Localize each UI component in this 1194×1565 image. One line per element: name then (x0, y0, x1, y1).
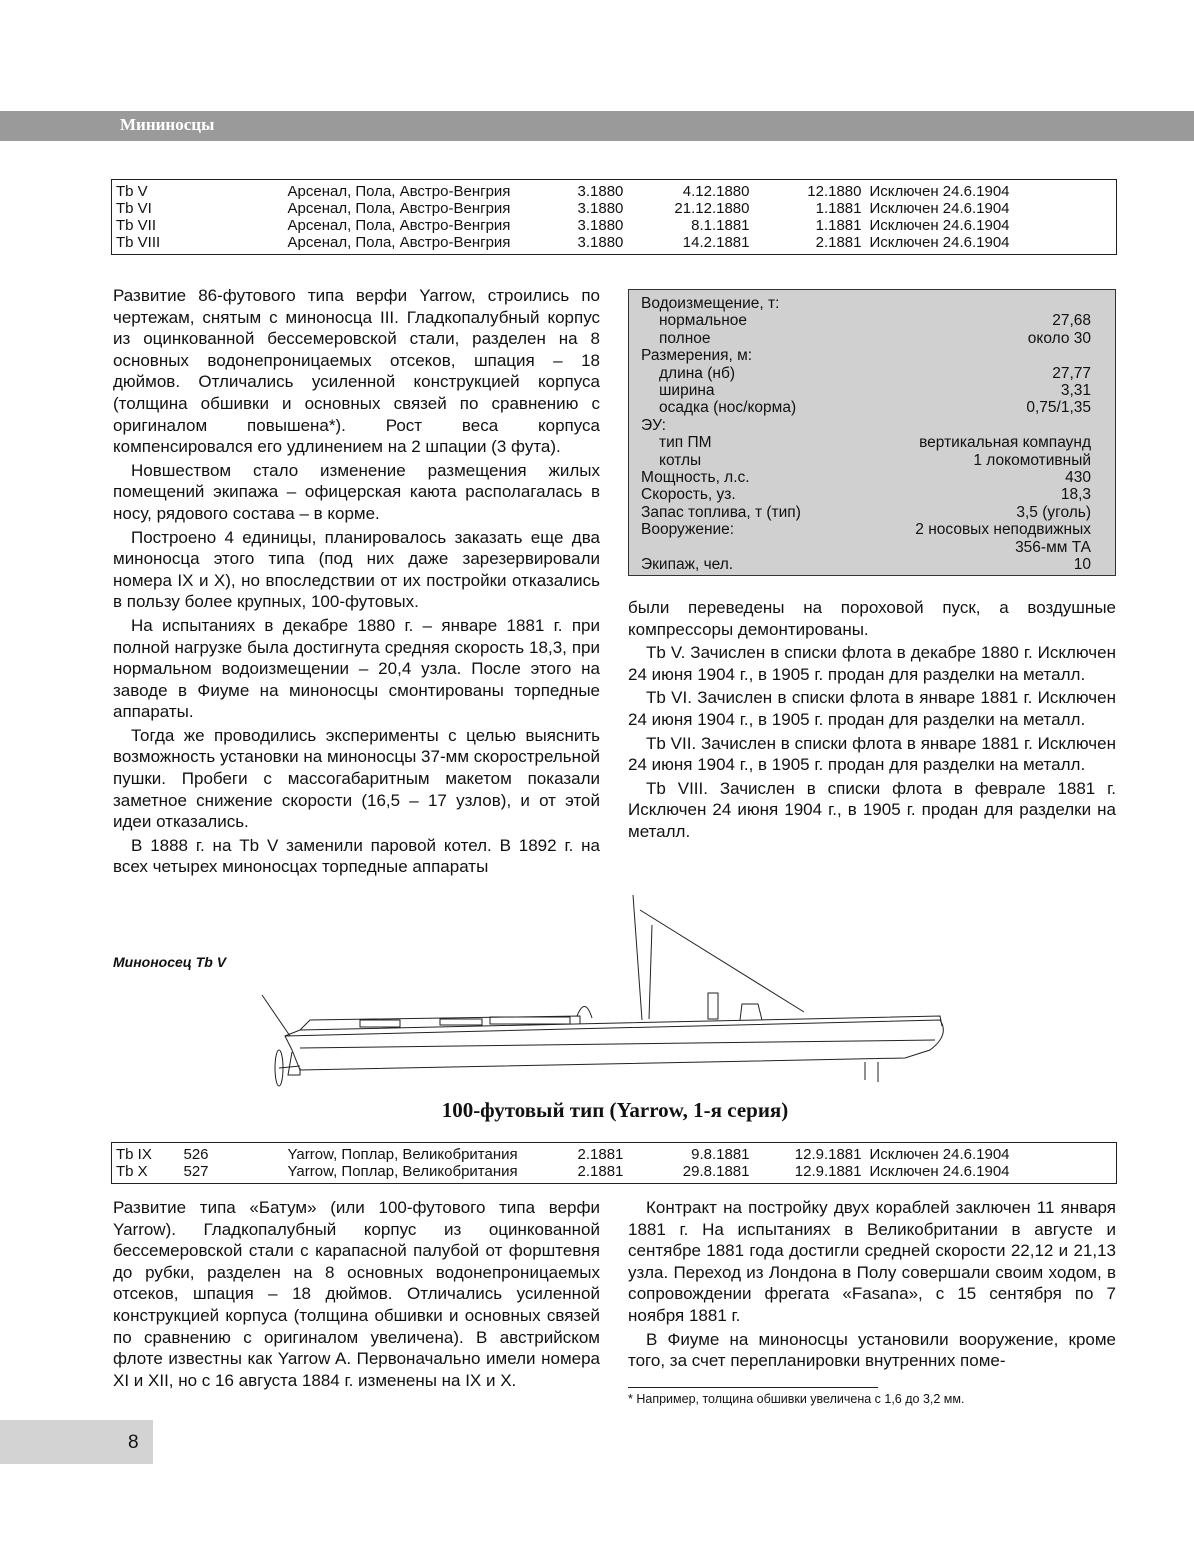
paragraph: Tb V. Зачислен в списки флота в декабре 1880 г. Исключен 24 июня 1904 г., в 1905 г. продан для разделки на металл. (628, 643, 1116, 684)
spec-value: 3,5 (уголь) (1016, 503, 1091, 521)
spec-label: нормальное (659, 312, 747, 330)
table-cell: 2.1881 (577, 1146, 624, 1163)
table-cell: Исключен 24.6.1904 (869, 217, 1010, 234)
footnote-divider (628, 1387, 878, 1388)
paragraph: Новшеством стало изменение размещения жилых помещений экипажа – офицерская каюта располагалась в носу, рядового состава – в корме. (113, 460, 600, 523)
table-cell: Арсенал, Пола, Австро-Венгрия (287, 183, 511, 200)
page-number-box (0, 1420, 153, 1464)
paragraph: Развитие типа «Батум» (или 100-футового типа верфи Yarrow). Гладкопалубный корпус из оцинкованной бессемеровской стали с карапасной палубой от форштевня до рубки, разделен на 8 основных водонепроницаемых отсеков, шпация – 18 дюймов. Отличались усиленной конструкцией корпуса (толщина обшивки и основных связей по сравнению с оригиналом увеличена). В австрийском флоте известны как Yarrow A. Первоначально имели номера XI и XII, но с 16 августа 1884 г. изменены на IX и X. (113, 1198, 600, 1390)
paragraph: На испытаниях в декабре 1880 г. – январе 1881 г. при полной нагрузке была достигнута средняя скорость 18,3, при нормальном водоизмещении – 20,4 узла. После этого на заводе в Фиуме на миноносцы смонтированы торпедные аппараты. (113, 615, 600, 722)
paragraph: были переведены на пороховой пуск, а воздушные компрессоры демонтированы. (628, 598, 1116, 639)
footnote: * Например, толщина обшивки увеличена с 1,6 до 3,2 мм. (628, 1392, 965, 1406)
body-text-left-lower (113, 1197, 600, 1391)
table-cell: 2.1881 (815, 234, 862, 251)
table-cell: Исключен 24.6.1904 (869, 1163, 1010, 1180)
table-cell: Tb IX (116, 1146, 152, 1163)
paragraph: Построено 4 единицы, планировалось заказать еще два миноносца этого типа (под них даже зарезервировали номера IX и X), но впоследствии от их постройки отказались в пользу более крупных, 100-футовых. (113, 527, 600, 612)
spec-value: 2 носовых неподвижных (915, 521, 1091, 539)
spec-label: ширина (659, 382, 715, 400)
body-text-right-lower (628, 1197, 1116, 1372)
spec-label: Мощность, л.с. (641, 469, 750, 487)
spec-value: 18,3 (1060, 486, 1091, 504)
spec-label: осадка (нос/корма) (659, 399, 797, 417)
table-cell: 3.1880 (577, 217, 624, 234)
table-cell: 21.12.1880 (674, 200, 750, 217)
page-number: 8 (128, 1432, 139, 1453)
spec-value: 430 (1065, 469, 1091, 487)
section-title: 100-футовый тип (Yarrow, 1-я серия) (441, 1098, 789, 1122)
spec-value: 3,31 (1060, 382, 1091, 400)
spec-label: полное (659, 329, 711, 347)
table-cell: 14.2.1881 (682, 234, 750, 251)
table-cell: Tb VIII (116, 234, 161, 251)
spec-label: Экипаж, чел. (641, 556, 734, 574)
spec-label: длина (нб) (659, 364, 735, 382)
table-cell: 1.1881 (815, 217, 862, 234)
spec-value: 27,77 (1052, 364, 1091, 382)
table-cell: 9.8.1881 (691, 1146, 750, 1163)
table-cell: Арсенал, Пола, Австро-Венгрия (287, 217, 511, 234)
table-cell: Yarrow, Поплар, Великобритания (287, 1146, 518, 1163)
spec-label: Вооружение: (641, 521, 735, 539)
table-cell: 527 (183, 1163, 209, 1180)
table-cell: Арсенал, Пола, Австро-Венгрия (287, 200, 511, 217)
spec-label: тип ПМ (659, 434, 712, 452)
table-cell: 12.9.1881 (794, 1146, 862, 1163)
registry-table-100ft (111, 1142, 1117, 1184)
spec-label: котлы (659, 451, 702, 469)
drawing-caption: Миноносец Tb V (113, 954, 227, 970)
paragraph: В 1888 г. на Tb V заменили паровой котел. В 1892 г. на всех четырех миноносцах торпедные аппараты (113, 835, 600, 877)
paragraph: Тогда же проводились эксперименты с целью выяснить возможность установки на миноносцы 37-мм скорострельной пушки. Пробеги с массогабаритным макетом показали заметное снижение скорости (16,5 – 17 узлов), и от этой идеи отказались. (113, 725, 600, 832)
table-cell: Tb VI (116, 200, 152, 217)
table-cell: 526 (183, 1146, 209, 1163)
table-cell: Tb V (116, 183, 148, 200)
table-cell: Исключен 24.6.1904 (869, 1146, 1010, 1163)
spec-value: около 30 (1027, 329, 1091, 347)
table-cell: 2.1881 (577, 1163, 624, 1180)
table-cell: 1.1881 (815, 200, 862, 217)
paragraph: Tb VI. Зачислен в списки флота в январе 1881 г. Исключен 24 июня 1904 г., в 1905 г. продан для разделки на металл. (628, 688, 1116, 729)
spec-label: Скорость, уз. (641, 486, 736, 504)
table-cell: Yarrow, Поплар, Великобритания (287, 1163, 518, 1180)
paragraph: Развитие 86-футового типа верфи Yarrow, строились по чертежам, снятым с миноносца III. Гладкопалубный корпус из оцинкованной бессемеровской стали, разделен на 8 основных водонепроницаемых отсеков, шпация – 18 дюймов. Отличались усиленной конструкцией корпуса (толщина обшивки и основных связей по сравнению с оригиналом повышена*). Рост веса корпуса компенсировался его удлинением на 2 шпации (3 фута). (113, 286, 600, 457)
paragraph: Tb VII. Зачислен в списки флота в январе 1881 г. Исключен 24 июня 1904 г., в 1905 г. продан для разделки на металл. (628, 733, 1116, 775)
paragraph: В Фиуме на миноносцы установили вооружение, кроме того, за счет перепланировки внутренних поме- (628, 1329, 1116, 1371)
table-cell: Арсенал, Пола, Австро-Венгрия (287, 234, 511, 251)
table-cell: 3.1880 (577, 200, 624, 217)
table-row (112, 1143, 1117, 1164)
running-header-title: Мининосцы (120, 115, 215, 134)
table-row (112, 1163, 1117, 1184)
table-cell: 29.8.1881 (682, 1163, 750, 1180)
table-cell: 3.1880 (577, 234, 624, 251)
spec-value: 27,68 (1052, 312, 1091, 330)
table-cell: 4.12.1880 (682, 183, 750, 200)
paragraph: Tb VIII. Зачислен в списки флота в феврале 1881 г. Исключен 24 июня 1904 г., в 1905 г. продан для разделки на металл. (628, 778, 1116, 841)
spec-label: Водоизмещение, т: (641, 295, 780, 312)
table-cell: Исключен 24.6.1904 (869, 183, 1010, 200)
spec-value: 10 (1073, 556, 1091, 574)
table-cell: 8.1.1881 (691, 217, 750, 234)
paragraph: Контракт на постройку двух кораблей заключен 11 января 1881 г. На испытаниях в Великобритании в августе и сентябре 1881 года достигли средней скорости 22,12 и 21,13 узла. Переход из Лондона в Полу совершали своим ходом, в сопровождении фрегата «Fasana», с 15 сентября по 7 ноября 1881 г. (628, 1198, 1116, 1325)
spec-label: ЭУ: (641, 416, 666, 434)
spec-label: Запас топлива, т (тип) (641, 503, 801, 521)
table-cell: Исключен 24.6.1904 (869, 200, 1010, 217)
table-cell: 3.1880 (577, 183, 624, 200)
table-cell: Исключен 24.6.1904 (869, 234, 1010, 251)
table-cell: Tb VII (116, 217, 157, 234)
table-cell: 12.9.1881 (794, 1163, 862, 1180)
spec-value: 0,75/1,35 (1026, 399, 1091, 417)
table-cell: 12.1880 (807, 183, 862, 200)
spec-label: Размерения, м: (641, 347, 753, 365)
spec-value: 356-мм ТА (1015, 538, 1091, 556)
spec-value: 1 локомотивный (973, 451, 1091, 469)
spec-value: вертикальная компаунд (919, 434, 1091, 452)
table-cell: Tb X (116, 1163, 148, 1180)
